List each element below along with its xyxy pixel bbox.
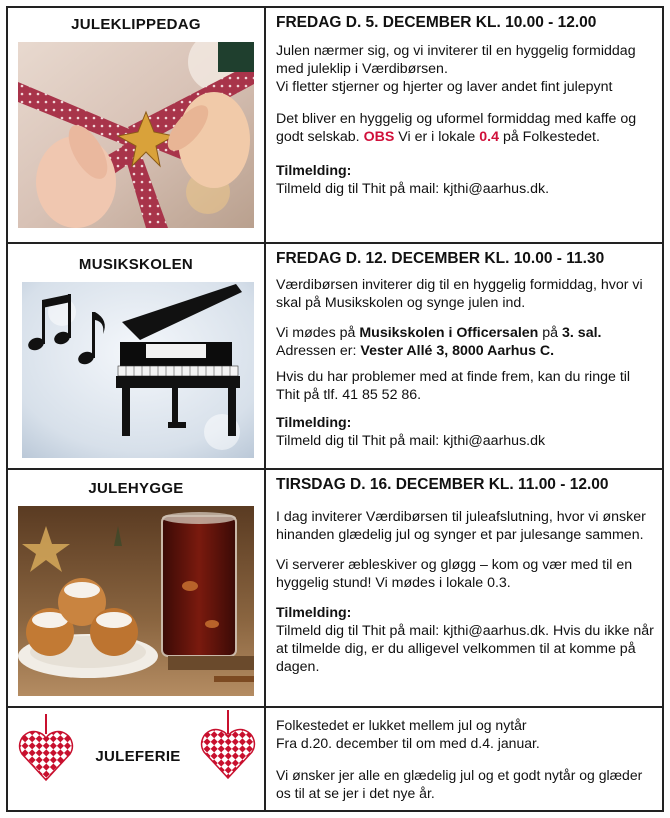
event-description xyxy=(276,42,654,96)
holiday-details xyxy=(266,708,662,810)
location-text-b: på xyxy=(542,325,559,341)
closed-dates: Fra d.20. december til om med d.4. januar. xyxy=(276,735,540,751)
signup-label: Tilmelding: xyxy=(276,163,352,179)
holiday-greeting: Vi ønsker jer alle en glædelig jul og et godt nytår og glæder os til at se jer i det nye år. xyxy=(276,767,643,801)
event-description: Værdibørsen inviterer dig til en hyggelig formiddag, hvor vi skal på Musikskolen og synge julen ind. xyxy=(276,277,643,311)
address-value: Vester Allé 3, 8000 Aarhus C. xyxy=(360,343,555,359)
location-floor: 3. sal. xyxy=(562,325,602,341)
signup-section xyxy=(276,604,654,676)
note-text: Det bliver en hyggelig og uformel formiddag med kaffe og godt selskab. xyxy=(276,111,637,145)
piano-photo xyxy=(22,282,254,458)
event-details xyxy=(266,244,662,468)
event-date-heading: FREDAG D. 12. DECEMBER KL. 10.00 - 11.30 xyxy=(276,250,605,267)
signup-label: Tilmelding: xyxy=(276,415,352,431)
event-details xyxy=(266,470,662,706)
obs-label: OBS xyxy=(363,129,395,145)
signup-text: Tilmeld dig til Thit på mail: kjthi@aarhus.dk xyxy=(276,433,546,449)
holiday-cell xyxy=(8,708,266,810)
location-place: Musikskolen i Officersalen xyxy=(359,325,539,341)
event-image-cell xyxy=(8,244,266,468)
event-location xyxy=(276,324,654,360)
event-image-cell xyxy=(8,8,266,242)
event-title: JULEKLIPPEDAG xyxy=(71,16,201,33)
description-text-2: Vi fletter stjerner og hjerter og laver andet fint julepynt xyxy=(276,79,613,95)
event-title: JULEHYGGE xyxy=(88,480,184,497)
note-text-c: på Folkestedet. xyxy=(502,129,600,145)
signup-label: Tilmelding: xyxy=(276,605,352,621)
heart-ornament-icon xyxy=(18,714,74,784)
event-date-heading: TIRSDAG D. 16. DECEMBER KL. 11.00 - 12.00 xyxy=(276,476,609,493)
event-row-julehygge xyxy=(8,470,662,708)
holiday-title: JULEFERIE xyxy=(95,748,181,765)
signup-text: Tilmeld dig til Thit på mail: kjthi@aarhus.dk. xyxy=(276,181,550,197)
event-title: MUSIKSKOLEN xyxy=(78,256,194,273)
event-image-cell xyxy=(8,470,266,706)
address-label: Adressen er: xyxy=(276,343,357,359)
event-note xyxy=(276,110,654,146)
closed-notice: Folkestedet er lukket mellem jul og nytår xyxy=(276,717,527,733)
event-description: I dag inviterer Værdibørsen til juleafslutning, hvor vi ønsker hinanden glædelig jul og synger et par julesange sammen. xyxy=(276,509,646,543)
event-date-heading: FREDAG D. 5. DECEMBER KL. 10.00 - 12.00 xyxy=(276,14,597,31)
holiday-row xyxy=(8,708,662,810)
signup-section xyxy=(276,414,654,450)
event-details xyxy=(266,8,662,242)
event-table xyxy=(6,6,664,812)
event-row-musikskolen xyxy=(8,244,662,470)
event-serving-text: Vi serverer æbleskiver og gløgg – kom og vær med til en hyggelig stund! Vi mødes i lokale 0.3. xyxy=(276,557,633,591)
event-help-text: Hvis du har problemer med at finde frem, kan du ringe til Thit på tlf. 41 85 52 86. xyxy=(276,369,631,403)
heart-ornament-icon xyxy=(200,710,256,780)
paper-star-photo xyxy=(18,42,254,228)
room-number: 0.4 xyxy=(479,129,499,145)
location-text: Vi mødes på xyxy=(276,325,356,341)
event-row-juleklippedag xyxy=(8,8,662,244)
aebleskiver-photo xyxy=(18,506,254,696)
signup-section xyxy=(276,162,654,198)
note-text-b: Vi er i lokale xyxy=(398,129,476,145)
signup-text: Tilmeld dig til Thit på mail: kjthi@aarhus.dk. Hvis du ikke når at tilmelde dig, er du alligevel velkommen til at komme på dagen. xyxy=(276,623,654,675)
description-text: Julen nærmer sig, og vi inviterer til en hyggelig formiddag med juleklip i Værdibørsen. xyxy=(276,43,636,77)
